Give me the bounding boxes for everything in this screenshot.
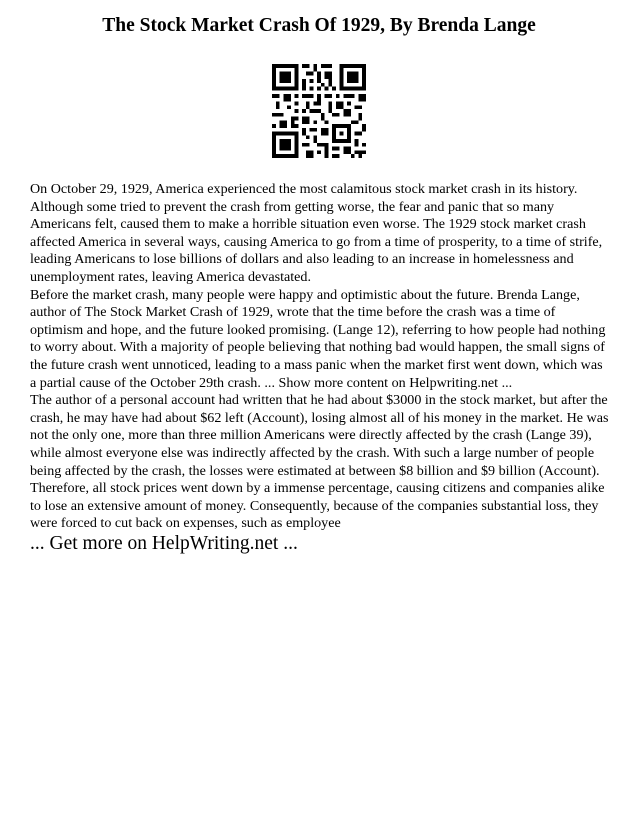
paragraph: On October 29, 1929, America experienced the most calamitous stock market crash in its history. Although some tried to prevent the crash from getting worse, the fear and panic that so many Americans felt, caused them to make a horrible situation even worse. The 1929 stock market crash affected America in several ways, causing America to go from a time of prosperity, to a time of strife, leading Americans to lose billions of dollars and also leading to an increase in homelessness and unemployment rates, leaving America devastated.	[30, 181, 603, 285]
article-body	[30, 181, 610, 533]
page-title: The Stock Market Crash Of 1929, By Brenda Lange	[102, 15, 536, 36]
paragraph: Before the market crash, many people were happy and optimistic about the future. Brenda Lange, author of The Stock Market Crash of 1929, wrote that the time before the crash was a time of optimism and hope, and the future looked promising. (Lange 12), referring to how people had nothing to worry about. With a majority of people believing that nothing bad would happen, the small signs of the future crash went unnoticed, leading to a mass panic when the market first went down, which was a partial cause of the October 29th crash. ... Show more content on Helpwriting.net ...	[30, 286, 606, 391]
paragraph: The author of a personal account had written that he had about $3000 in the stock market, but after the crash, he may have had about $62 left (Account), losing almost all of his money in the market. He was not the only one, more than three million Americans were directly affected by the crash (Lange 39), while almost everyone else was indirectly affected by the crash. With such a large number of people being affected by the crash, the losses were estimated at between $8 billion and $9 billion (Account). Therefore, all stock prices went down by a immense percentage, causing citizens and companies alike to lose an extensive amount of money. Consequently, because of the companies substantial loss, they were forced to cut back on expenses, such as employee	[30, 392, 609, 532]
qr-code-icon	[272, 64, 366, 158]
get-more-link[interactable]: ... Get more on HelpWriting.net ...	[30, 533, 298, 554]
